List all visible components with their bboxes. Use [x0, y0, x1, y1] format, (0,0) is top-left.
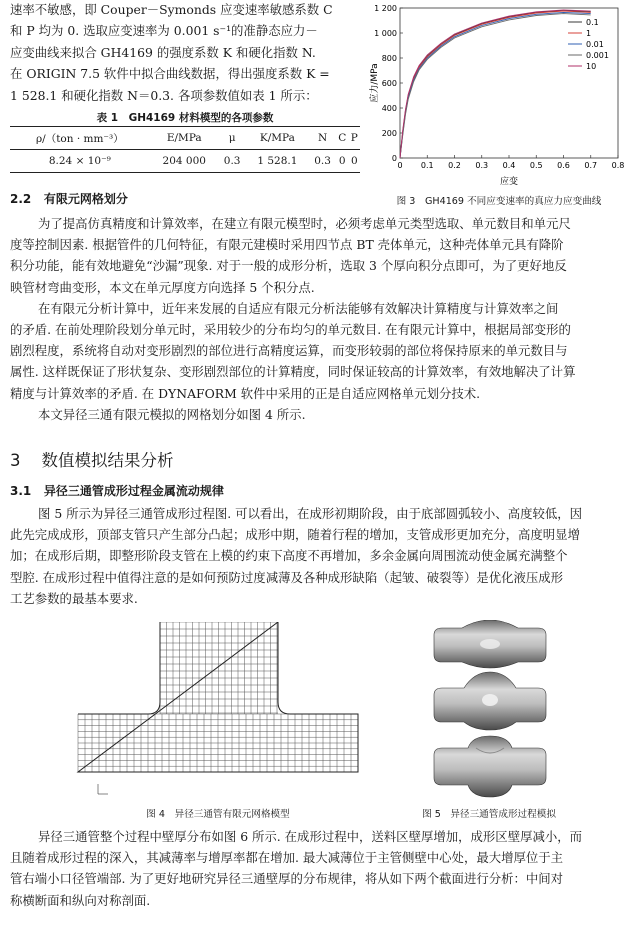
table-caption: 表 1 GH4169 材料模型的各项参数 [96, 112, 274, 124]
legend-entry: 1 [586, 29, 592, 38]
parameters-table [10, 126, 360, 173]
figure-5-caption: 图 5 异径三通管成形过程模拟 [422, 809, 556, 820]
text-line: 本文异径三通有限元模拟的网格划分如图 4 所示. [38, 406, 306, 422]
x-tick-label: 0.6 [557, 161, 570, 170]
stress-strain-chart [368, 0, 630, 190]
closing-paragraph [10, 826, 622, 911]
intro-line: 应变曲线来拟合 GH4169 的强度系数 K 和硬化指数 N. [10, 44, 316, 60]
x-axis-label: 应变 [499, 177, 519, 187]
text-line: 属性. 这样既保证了形状复杂、变形剧烈部位的计算精度，同时保证较高的计算效率，有效地解决了计算 [10, 364, 576, 380]
section-number: 3 [10, 451, 21, 470]
section-title: 有限元网格划分 [43, 192, 128, 206]
forming-stage-3 [434, 736, 546, 797]
table-cell: 0 [350, 155, 358, 167]
forming-process-figure [424, 620, 554, 800]
figure-3-caption: 图 3 GH4169 不同应变速率的真应力应变曲线 [396, 196, 602, 207]
y-axis-label: 应力/MPa [370, 63, 380, 103]
legend-entry: 0.001 [586, 51, 609, 60]
table-cell: 0.3 [223, 155, 241, 167]
table-cell: 1 528.1 [257, 155, 298, 167]
y-tick-label: 800 [381, 54, 397, 63]
text-line: 管右端小口径管端部. 为了更好地研究异径三通壁厚的分布规律，将从如下两个截面进行分析：中间对 [10, 871, 564, 887]
text-line: 的矛盾. 在前处理阶段划分单元时，采用较少的分布均匀的单元数目. 在有限元计算中，根据局部变形的 [10, 322, 571, 338]
text-line: 此先完成成形，顶部支管只产生部分凸起；成形中期，随着行程的增加，支管成形更加充分，高度明显增 [10, 527, 580, 543]
intro-line: 速率不敏感，即 Couper－Symonds 应变速率敏感系数 C [10, 2, 333, 17]
x-tick-label: 0.5 [529, 161, 543, 170]
text-line: 为了提高仿真精度和计算效率，在建立有限元模型时，必须考虑单元类型选取、单元数目和单元尺 [38, 216, 571, 231]
section-title: 数值模拟结果分析 [41, 451, 174, 470]
text-line: 在有限元分析计算中，近年来发展的自适应有限元分析法能够有效解决计算精度与计算效率之间 [38, 300, 559, 316]
table-cell: 0.3 [314, 155, 331, 167]
section-2-2-body [10, 213, 622, 425]
table-row [10, 150, 360, 173]
section-number: 3.1 [10, 484, 32, 498]
figure-4-caption: 图 4 异径三通管有限元网格模型 [146, 809, 290, 820]
y-tick-label: 400 [381, 104, 397, 113]
x-tick-label: 0.7 [584, 161, 598, 170]
y-tick-label: 1 000 [374, 29, 397, 38]
x-tick-label: 0.2 [448, 161, 461, 170]
text-line: 图 5 所示为异径三通管成形过程图. 可以看出，在成形初期阶段，由于底部圆弧较小、高度较低，因 [38, 506, 583, 521]
text-line: 映管材弯曲变形，本文在单元厚度方向选择 5 个积分点. [10, 279, 315, 295]
y-tick-label: 600 [381, 79, 397, 88]
intro-line: 和 P 均为 0. 选取应变速率为 0.001 s⁻¹的准静态应力－ [10, 23, 318, 39]
table-cell: 8.24 × 10⁻⁹ [48, 155, 111, 167]
section-3-1-heading [10, 482, 224, 499]
legend-entry: 0.1 [586, 18, 599, 27]
legend-entry: 10 [586, 62, 597, 71]
table-cell: 0 [338, 155, 346, 167]
text-line: 积分功能，能有效地避免“沙漏”现象. 对于一般的成形分析，选取 3 个厚向积分点即可，为了更好地反 [10, 258, 567, 274]
finite-element-mesh-figure [68, 622, 368, 802]
mesh-grid [78, 622, 358, 772]
intro-paragraph [10, 0, 362, 106]
section-number: 2.2 [10, 192, 32, 206]
table-header: C [338, 132, 347, 144]
text-line: 称横断面和纵向对称剖面. [10, 892, 151, 908]
y-tick-label: 0 [391, 154, 397, 163]
section-title: 异径三通管成形过程金属流动规律 [43, 484, 224, 498]
x-tick-label: 0 [397, 161, 403, 170]
section-3-1-body [10, 503, 622, 609]
coordinate-axis-icon [98, 784, 108, 794]
x-tick-label: 0.1 [420, 161, 434, 170]
text-line: 工艺参数的最基本要求. [10, 590, 138, 606]
section-2-2-heading [10, 190, 128, 207]
table-header: K/MPa [259, 132, 295, 144]
intro-line: 在 ORIGIN 7.5 软件中拟合曲线数据，得出强度系数 K = [10, 66, 330, 82]
text-line: 异径三通管整个过程中壁厚分布如图 6 所示. 在成形过程中，送料区壁厚增加，成形区壁厚减小，而 [38, 829, 583, 844]
table-header: ρ/（ton · mm⁻³） [35, 132, 124, 145]
text-line: 加；在成形后期，即整形阶段支管在上模的约束下高度不再增加，多余金属向周围流动使金属充满整个 [10, 548, 568, 564]
text-line: 且随着成形过程的深入，其减薄率与增厚率都在增加. 最大减薄位于主管侧壁中心处，最大增厚位于主 [10, 850, 564, 866]
legend-entry: 0.01 [586, 40, 604, 49]
table-header-row [10, 127, 360, 150]
forming-stage-1 [434, 620, 546, 668]
table-header: E/MPa [166, 132, 202, 144]
x-tick-label: 0.8 [611, 161, 625, 170]
section-3-heading [10, 447, 173, 471]
table-cell: 204 000 [162, 155, 206, 167]
forming-stage-2 [434, 672, 546, 730]
table-header: N [317, 132, 328, 144]
text-line: 型腔. 在成形过程中值得注意的是如何预防过度减薄及各种成形缺陷（起皱、破裂等）是优化液压成形 [10, 569, 564, 585]
x-tick-label: 0.4 [502, 161, 516, 170]
table-header: P [350, 132, 358, 144]
y-tick-label: 1 200 [374, 4, 397, 13]
text-line: 剧烈程度，系统将自动对变形剧烈的部位进行高精度运算，而变形较弱的部位将保持原来的单元数目与 [10, 343, 568, 359]
intro-line: 1 528.1 和硬化指数 N＝0.3. 各项参数值如表 1 所示： [10, 87, 318, 103]
text-line: 度等控制因素. 根据管件的几何特征，有限元建模时采用四节点 BT 壳体单元，这种壳体单元具有降阶 [10, 237, 564, 253]
x-tick-label: 0.3 [475, 161, 489, 170]
y-tick-label: 200 [381, 129, 397, 138]
table-header: μ [228, 132, 236, 144]
text-line: 精度与计算效率的矛盾. 在 DYNAFORM 软件中采用的正是自适应网格单元划分技术. [10, 385, 481, 401]
